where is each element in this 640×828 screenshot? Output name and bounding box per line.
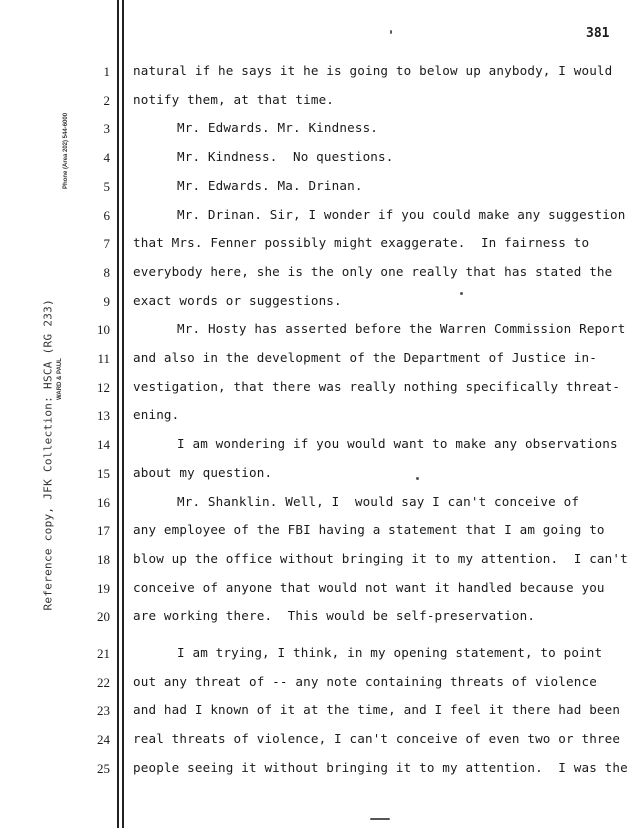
line-text: containing threats of violence [357,673,597,689]
line-number: 21 [97,646,110,661]
line-text: real threats of violence, I can't conceive of even two or three [133,731,621,747]
transcript-line [133,350,638,365]
line-text: and had I known of it at the time, and I feel it there had been [133,702,621,718]
line-number: 17 [97,523,110,539]
transcript-line [133,522,638,537]
scan-speck [460,292,463,295]
line-number: 23 [97,703,110,719]
line-text: I am trying, I think, in my opening statement, to point [177,645,603,660]
line-number: 6 [103,207,110,223]
line-number: 19 [97,580,110,596]
line-number: 22 [97,674,110,690]
line-number: 7 [103,236,110,252]
transcript-line [133,731,638,746]
line-text: Mr. Shanklin. Well, I would say I can't conceive of [177,493,580,509]
line-text: any employee of the FBI having a statement that I am going to [133,522,605,538]
line-text: conceive of anyone that would not want it handled because you [133,579,605,595]
transcript-line [133,149,640,164]
underlined-word: note [326,673,358,689]
line-text: natural if he says it he is going to below up anybody, I would [133,63,613,78]
scan-speck [416,477,419,480]
transcript-line [133,63,638,78]
transcript-line [133,465,638,480]
line-number: 13 [97,408,110,424]
scan-speck [370,818,390,820]
transcript-line [133,120,640,135]
line-number: 3 [103,121,110,137]
transcript-line [133,608,638,623]
line-text: Mr. Edwards. Ma. Drinan. [177,177,363,193]
transcript-line [133,293,638,308]
line-text: I am wondering if you would want to make any observations [177,436,618,452]
line-text: everybody here, she is the only one really that has stated the [133,263,613,279]
line-number: 12 [97,379,110,395]
firm-margin-text: WARD & PAUL [57,358,63,400]
line-number: 5 [103,178,110,194]
line-text: Mr. [177,321,208,337]
transcript-line [133,674,638,689]
line-number: 10 [97,322,110,338]
line-number: 20 [97,609,110,625]
transcript-line [133,760,638,775]
transcript-line [133,645,640,660]
transcript-line [133,436,640,451]
transcript-line [133,264,638,279]
transcript-line [133,407,638,422]
line-number: 4 [103,150,110,166]
line-text: exact words or suggestions. [133,292,342,308]
transcript-line [133,702,638,717]
transcript-line [133,580,638,595]
line-text: people seeing it without bringing it to my attention. I was the [133,759,628,775]
transcript-line [133,92,638,107]
transcript-line [133,321,640,336]
line-text: that Mrs. Fenner possibly might exaggerate. In fairness to [133,235,590,251]
line-text: Mr. Edwards. Mr. Kindness. [177,120,379,136]
line-text: are working there. This would be self-preservation. [133,608,536,624]
line-number: 14 [97,437,110,453]
transcript-line [133,379,638,394]
line-text: blow up the office without bringing it to my attention. I can't [133,550,628,566]
line-number: 1 [103,64,110,79]
line-number: 11 [97,351,110,366]
line-number: 8 [103,264,110,280]
line-text: and also in the development of the Department of Justice in- [133,350,597,365]
line-number: 18 [97,551,110,567]
line-number: 16 [97,494,110,510]
line-text: about my question. [133,464,273,480]
line-text: has asserted before the Warren Commission Report [246,321,626,337]
line-number: 15 [97,465,110,481]
line-text: Mr. Drinan. Sir, I wonder if you could make any suggestion [177,206,626,222]
underlined-word: Hosty [207,321,247,337]
transcript-line [133,494,640,509]
line-number: 2 [103,92,110,108]
transcript-line [133,235,638,250]
line-text: vestigation, that there was really nothing specifically threat- [133,378,621,394]
reference-copy-stamp: Reference copy, JFK Collection: HSCA (RG 233) [41,298,55,611]
line-text: Mr. Kindness. No questions. [177,149,394,165]
line-number: 24 [97,732,110,748]
scan-speck [390,30,392,34]
line-number: 25 [97,760,110,776]
margin-rule-left [117,0,119,828]
page-number: 381 [586,26,610,41]
phone-margin-text: Phone (Area 202) 544-6000 [63,112,69,189]
line-text: ening. [133,407,180,423]
line-text: out any threat of -- any [133,673,327,689]
transcript-line [133,551,638,566]
transcript-line [133,178,640,193]
margin-rule-right [122,0,124,828]
transcript-line [133,207,640,222]
line-number: 9 [103,293,110,309]
line-text: notify them, at that time. [133,91,335,107]
